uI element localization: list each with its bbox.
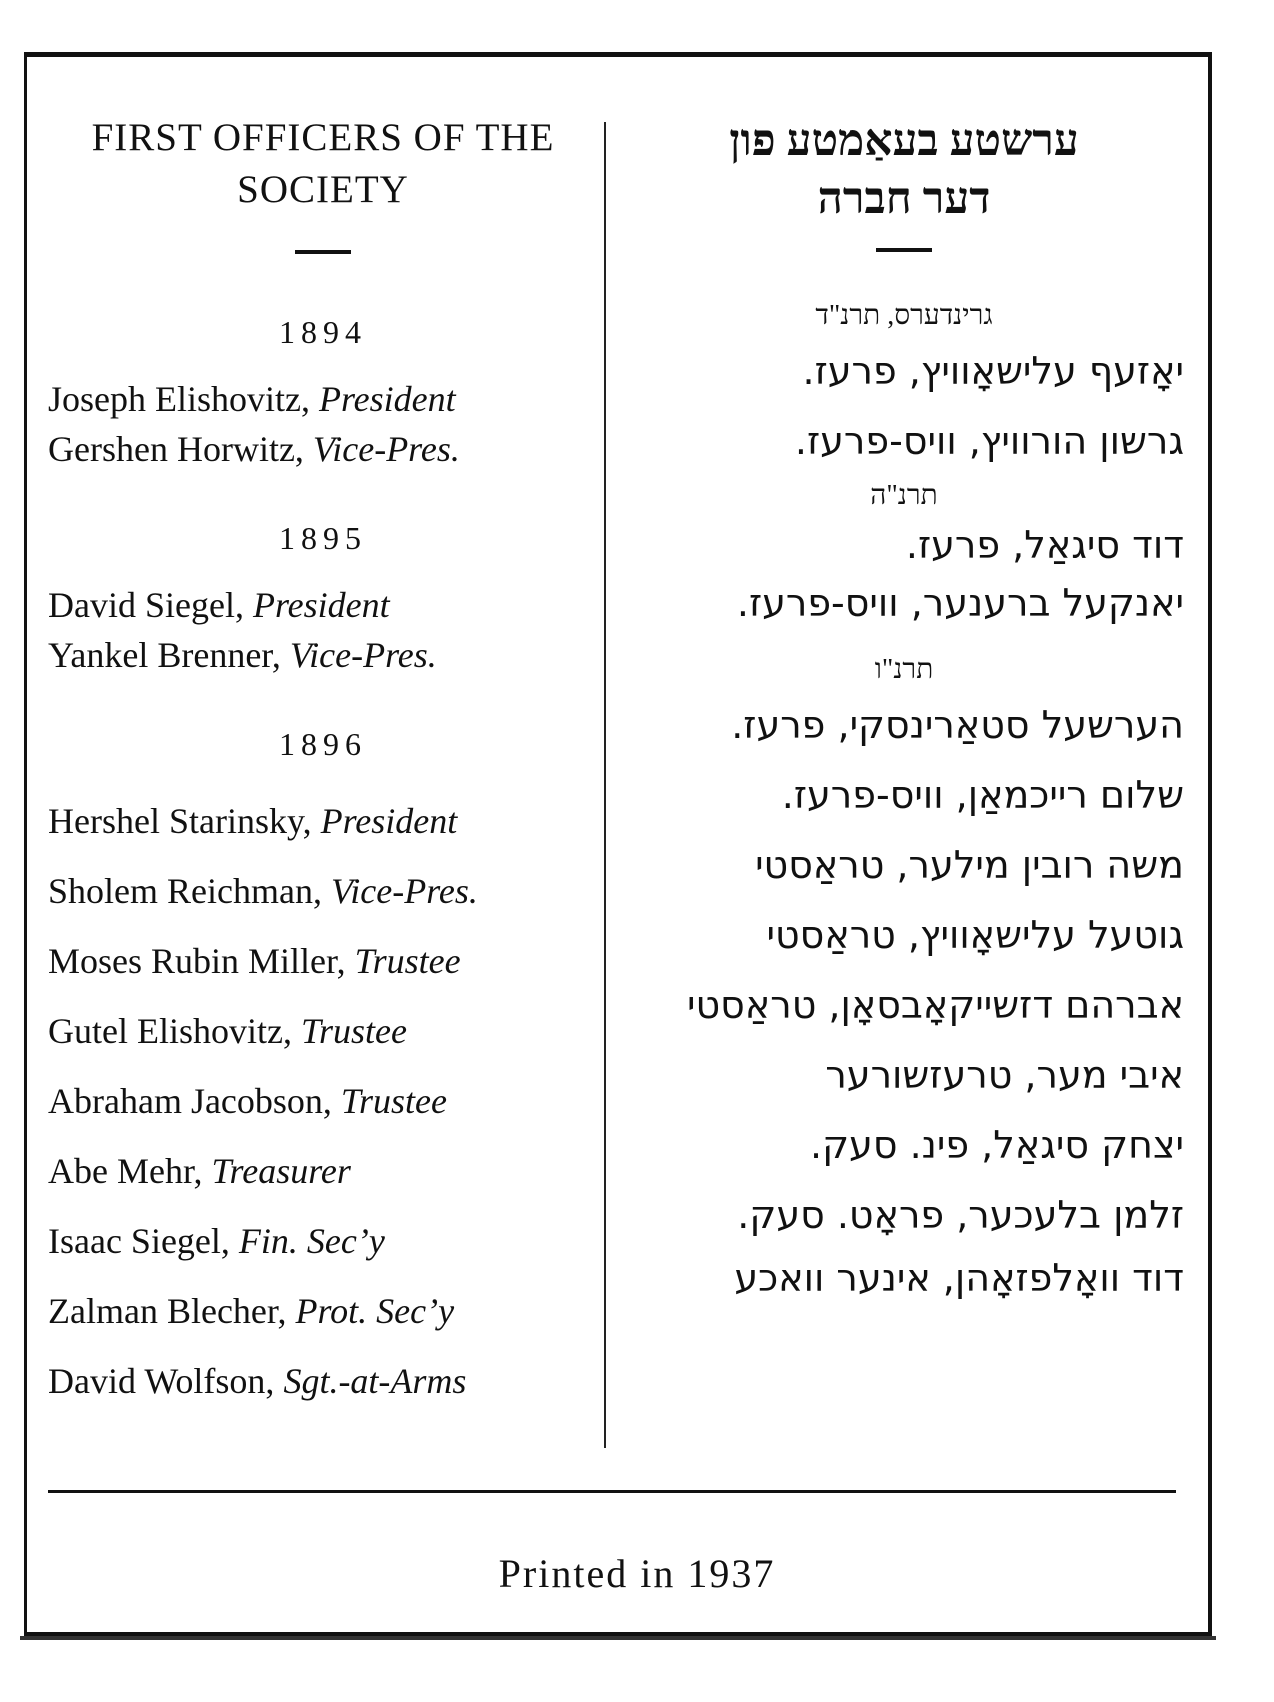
officer-entry [48, 1206, 598, 1276]
officer-entry [48, 580, 598, 630]
officer-entry: יצחק סיגאַל, פינ. סעק. [810, 1123, 1184, 1167]
officer-name: David Wolfson, [48, 1361, 284, 1401]
english-column [48, 112, 598, 1416]
year-heading-5655: תרנ"ה [870, 480, 938, 511]
yiddish-title-line1: ערשטע בעאַמטע פון [729, 116, 1079, 165]
year-heading-1896: 1896 [279, 726, 367, 762]
officer-entry [48, 786, 598, 856]
officer-name: Gershen Horwitz, [48, 429, 313, 469]
officer-name: Hershel Starinsky, [48, 801, 321, 841]
officer-entry: איבי מער, טרעזשורער [825, 1053, 1184, 1097]
officer-role: Fin. Sec’y [238, 1221, 385, 1261]
officer-entry: שלום רייכמאַן, וויס-פרעז. [781, 773, 1184, 817]
officer-entry: דוד וואָלפזאָהן, אינער וואכע [734, 1256, 1184, 1300]
officer-name: Abe Mehr, [48, 1151, 212, 1191]
officer-name: Zalman Blecher, [48, 1291, 296, 1331]
officer-entry: דוד סיגאַל, פרעז. [905, 523, 1184, 567]
year-heading-1895: 1895 [279, 520, 367, 556]
officer-role: Prot. Sec’y [295, 1291, 455, 1331]
officer-entry [48, 1066, 598, 1136]
officer-role: President [318, 379, 456, 419]
officer-entry: הערשעל סטאַרינסקי, פרעז. [731, 703, 1184, 747]
officer-role: President [252, 585, 390, 625]
yiddish-column [624, 112, 1184, 1306]
officer-name: Moses Rubin Miller, [48, 941, 355, 981]
officer-entry [48, 1346, 598, 1416]
year-heading-1894: 1894 [279, 314, 367, 350]
officer-role: Vice-Pres. [312, 429, 460, 469]
officer-name: Gutel Elishovitz, [48, 1011, 301, 1051]
officer-role: Vice-Pres. [289, 635, 437, 675]
english-title-line1: FIRST OFFICERS OF THE [91, 116, 555, 159]
year-heading-5654: גרינדערס, תרנ"ד [815, 300, 993, 331]
officer-entry [48, 374, 598, 424]
year-heading-5656: תרנ"ו [874, 654, 934, 685]
officer-entry [48, 996, 598, 1066]
column-divider [604, 122, 606, 1448]
officer-role: Trustee [340, 1081, 447, 1121]
officer-role: Sgt.-at-Arms [283, 1361, 467, 1401]
officer-entry [48, 424, 598, 474]
officer-role: Trustee [300, 1011, 407, 1051]
officer-entry: גרשון הורוויץ, וויס-פרעז. [794, 419, 1184, 463]
officer-name: Joseph Elishovitz, [48, 379, 319, 419]
officer-name: Sholem Reichman, [48, 871, 331, 911]
officer-entry [48, 630, 598, 680]
officer-entry: יאָזעף עלישאָוויץ, פרעז. [802, 349, 1184, 393]
officer-entry [48, 856, 598, 926]
officer-role: Treasurer [211, 1151, 351, 1191]
officer-name: Abraham Jacobson, [48, 1081, 341, 1121]
officer-entry: גוטעל עלישאָוויץ, טראַסטי [766, 913, 1184, 957]
officer-name: Yankel Brenner, [48, 635, 290, 675]
officer-role: President [320, 801, 458, 841]
printed-date-footer: Printed in 1937 [498, 1551, 776, 1596]
officer-entry [48, 926, 598, 996]
officer-role: Vice-Pres. [330, 871, 478, 911]
officer-entry: זלמן בלעכער, פראָט. סעק. [737, 1193, 1184, 1237]
footer-rule [48, 1490, 1176, 1493]
officer-name: Isaac Siegel, [48, 1221, 239, 1261]
officer-entry [48, 1136, 598, 1206]
officer-entry: אברהם דזשייקאָבסאָן, טראַסטי [687, 983, 1184, 1027]
officer-entry [48, 1276, 598, 1346]
yiddish-title-line2: דער חברה [817, 174, 991, 223]
english-title-line2: SOCIETY [237, 168, 409, 211]
officer-role: Trustee [354, 941, 461, 981]
officer-name: David Siegel, [48, 585, 253, 625]
officer-entry: משה רובין מילער, טראַסטי [755, 843, 1184, 887]
bottom-rule [20, 1636, 1216, 1640]
officer-entry: יאנקעל ברענער, וויס-פרעז. [736, 581, 1184, 625]
